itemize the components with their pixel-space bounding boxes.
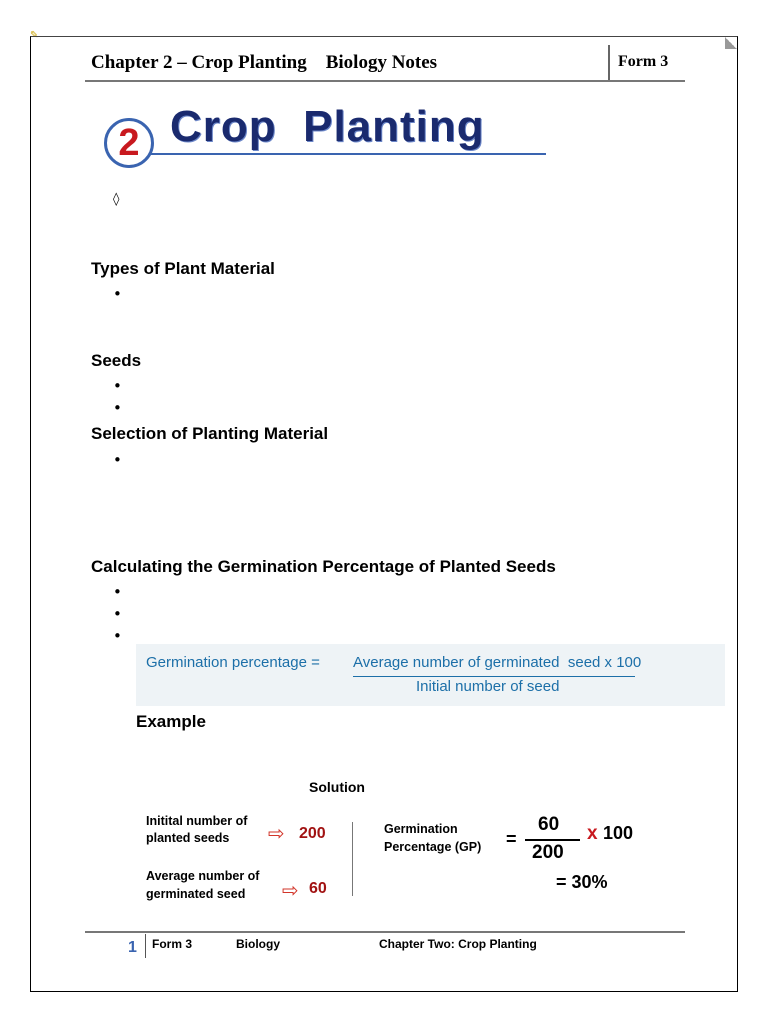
formula-lhs: Germination percentage = (146, 654, 320, 671)
header-title: Chapter 2 – Crop Planting Biology Notes (91, 52, 438, 73)
chapter-title-logo: Crop Planting (170, 102, 485, 151)
heading-germination-percentage: Calculating the Germination Percentage of Planted Seeds (91, 557, 556, 576)
pin-icon: ✎ (30, 30, 39, 41)
footer-divider (145, 934, 146, 958)
formula-denominator: Initial number of seed (416, 678, 560, 695)
bullet-item: • (113, 399, 122, 417)
formula-numerator: Average number of germinated seed x 100 (353, 654, 642, 671)
average-label-line2: germinated seed (146, 887, 246, 901)
bullet-item: • (113, 377, 122, 395)
arrow-right-icon: ⇨ (268, 821, 285, 845)
heading-types-of-plant-material: Types of Plant Material (91, 259, 275, 278)
fraction-line (525, 839, 580, 841)
average-value: 60 (309, 880, 327, 897)
result: = 30% (556, 872, 608, 892)
diamond-bullet: ◊ (113, 192, 120, 207)
multiplier: 100 (603, 823, 634, 843)
page-corner-fold (725, 37, 737, 49)
bullet-item: • (113, 451, 122, 469)
footer-rule (85, 931, 685, 933)
footer-page-number: 1 (128, 939, 137, 956)
footer-form: Form 3 (152, 937, 193, 951)
average-label-line1: Average number of (146, 869, 260, 883)
footer-subject: Biology (236, 937, 280, 951)
times-sign: x (587, 823, 598, 844)
initial-label-line1: Initital number of (146, 814, 248, 828)
fraction-denominator: 200 (532, 842, 564, 863)
solution-label: Solution (309, 779, 365, 795)
chapter-number-badge: 2 (104, 118, 154, 168)
fraction-numerator: 60 (538, 814, 560, 835)
bullet-item: • (113, 605, 122, 623)
gp-label-line1: Germination (384, 822, 458, 836)
equals-sign: = (506, 829, 517, 849)
example-label: Example (136, 712, 206, 731)
solution-divider (352, 822, 353, 896)
initial-value: 200 (299, 825, 326, 842)
gp-label-line2: Percentage (GP) (384, 840, 482, 854)
bullet-item: • (113, 285, 122, 303)
logo-underline (150, 153, 546, 155)
header-form: Form 3 (618, 53, 669, 70)
heading-selection-of-planting-material: Selection of Planting Material (91, 424, 329, 443)
bullet-item: • (113, 583, 122, 601)
bullet-item: • (113, 627, 122, 645)
initial-label-line2: planted seeds (146, 831, 230, 845)
footer-chapter: Chapter Two: Crop Planting (379, 937, 537, 951)
heading-seeds: Seeds (91, 351, 142, 370)
header-divider (608, 45, 610, 81)
formula-fraction-line (353, 676, 635, 677)
header-rule (85, 80, 685, 82)
arrow-right-icon: ⇨ (282, 878, 299, 902)
